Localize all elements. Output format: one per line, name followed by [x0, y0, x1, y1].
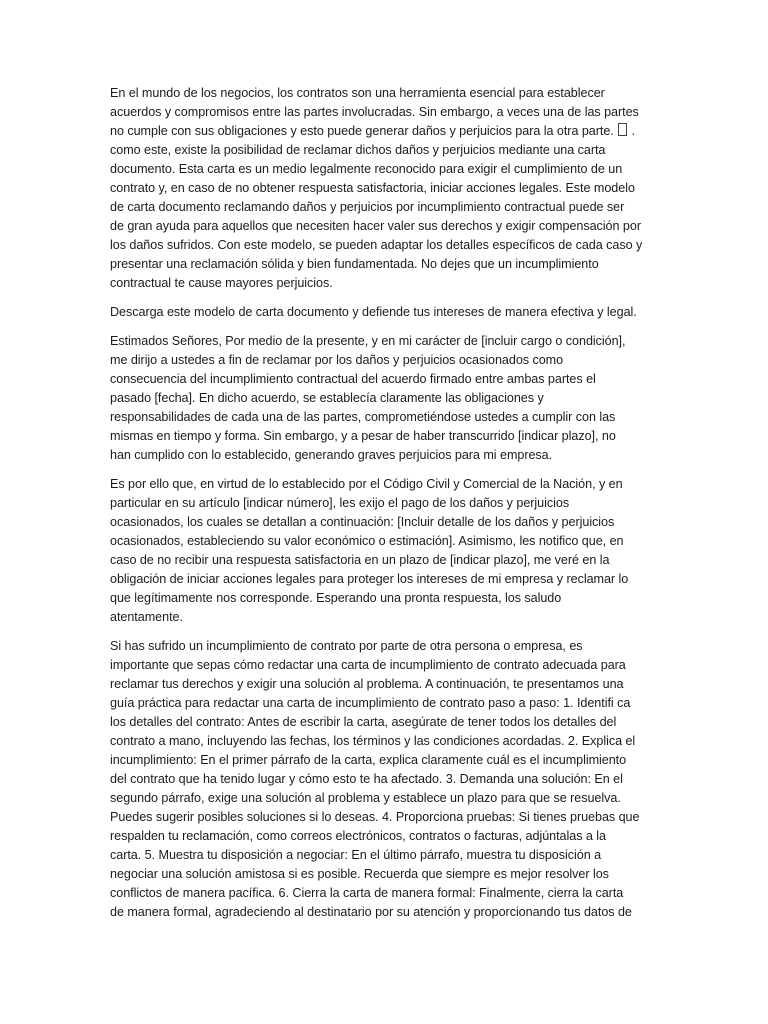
paragraph-letter-claim: Es por ello que, en virtud de lo establecido por el Código Civil y Comercial de la Nación, y en particular en su artículo [indicar número], les exijo el pago de los daños y perjuicios ocasionados, los cuales se detallan a continuación: [Incluir detalle de los daños y perjuicios ocasionados, estableciendo su valor económico o estimación]. Asimismo, les notifico que, en caso de no recibir una respuesta satisfactoria en un plazo de [indicar plazo], me veré en la obligación de iniciar acciones legales para proteger los intereses de mi empresa y reclamar lo que legítimamente nos corresponde. Esperando una pronta respuesta, los saludo atentamente.: [110, 477, 629, 624]
paragraph-guide: Si has sufrido un incumplimiento de contrato por parte de otra persona o empresa, es importante que sepas cómo redactar una carta de incumplimiento de contrato adecuada para reclamar tus derechos y exigir una solución al problema. A continuación, te presentamos una guía práctica para redactar una carta de incumplimiento de contrato paso a paso: 1. Identifi ca los detalles del contrato: Antes de escribir la carta, asegúrate de tener todos los detalles del contrato a mano, incluyendo las fechas, los términos y las condiciones acordadas. 2. Explica el incumplimiento: En el primer párrafo de la carta, explica claramente cuál es el incumplimiento del contrato que ha tenido lugar y cómo esto te ha afectado. 3. Demanda una solución: En el segundo párrafo, exige una solución al problema y establece un plazo para que se resuelva. Puedes sugerir posibles soluciones si lo deseas. 4. Proporciona pruebas: Si tienes pruebas que respalden tu reclamación, como correos electrónicos, contratos o facturas, adjúntalas a la carta. 5. Muestra tu disposición a negociar: En el último párrafo, muestra tu disposición a negociar una solución amistosa si es posible. Recuerda que siempre es mejor resolver los conflictos de manera pacífica. 6. Cierra la carta de manera formal: Finalmente, cierra la carta de manera formal, agradeciendo al destinatario por su atención y proporcionando tus datos de: [110, 639, 640, 919]
paragraph-download: Descarga este modelo de carta documento y defiende tus intereses de manera efectiva y legal.: [110, 305, 637, 319]
paragraph-intro-text-end: . como este, existe la posibilidad de reclamar dichos daños y perjuicios mediante una carta documento. Esta carta es un medio legalmente reconocido para exigir el cumplimiento de un contrato y, en caso de no obtener respuesta satisfactoria, iniciar acciones legales. Este modelo de carta documento reclamando daños y perjuicios por incumplimiento contractual puede ser de gran ayuda para aquellos que necesiten hacer valer sus derechos y exigir compensación por los daños sufridos. Con este modelo, se pueden adaptar los detalles específicos de cada caso y presentar una reclamación sólida y bien fundamentada. No dejes que un incumplimiento contractual te cause mayores perjuicios.: [110, 124, 643, 290]
document-page: [110, 84, 658, 932]
paragraph-intro-text-start: En el mundo de los negocios, los contratos son una herramienta esencial para establecer acuerdos y compromisos entre las partes involucradas. Sin embargo, a veces una de las partes no cumple con sus obligaciones y esto puede generar daños y perjuicios para la otra parte.: [110, 86, 639, 138]
paragraph-intro: [110, 84, 658, 293]
missing-glyph-icon: [618, 123, 627, 136]
paragraph-letter-greeting: Estimados Señores, Por medio de la presente, y en mi carácter de [incluir cargo o condición], me dirijo a ustedes a fin de reclamar por los daños y perjuicios ocasionados como consecuencia del incumplimiento contractual del acuerdo firmado entre ambas partes el pasado [fecha]. En dicho acuerdo, se establecía claramente las obligaciones y responsabilidades de cada una de las partes, comprometiéndose ustedes a cumplir con las mismas en tiempo y forma. Sin embargo, y a pesar de haber transcurrido [indicar plazo], no han cumplido con lo establecido, generando graves perjuicios para mi empresa.: [110, 334, 626, 462]
